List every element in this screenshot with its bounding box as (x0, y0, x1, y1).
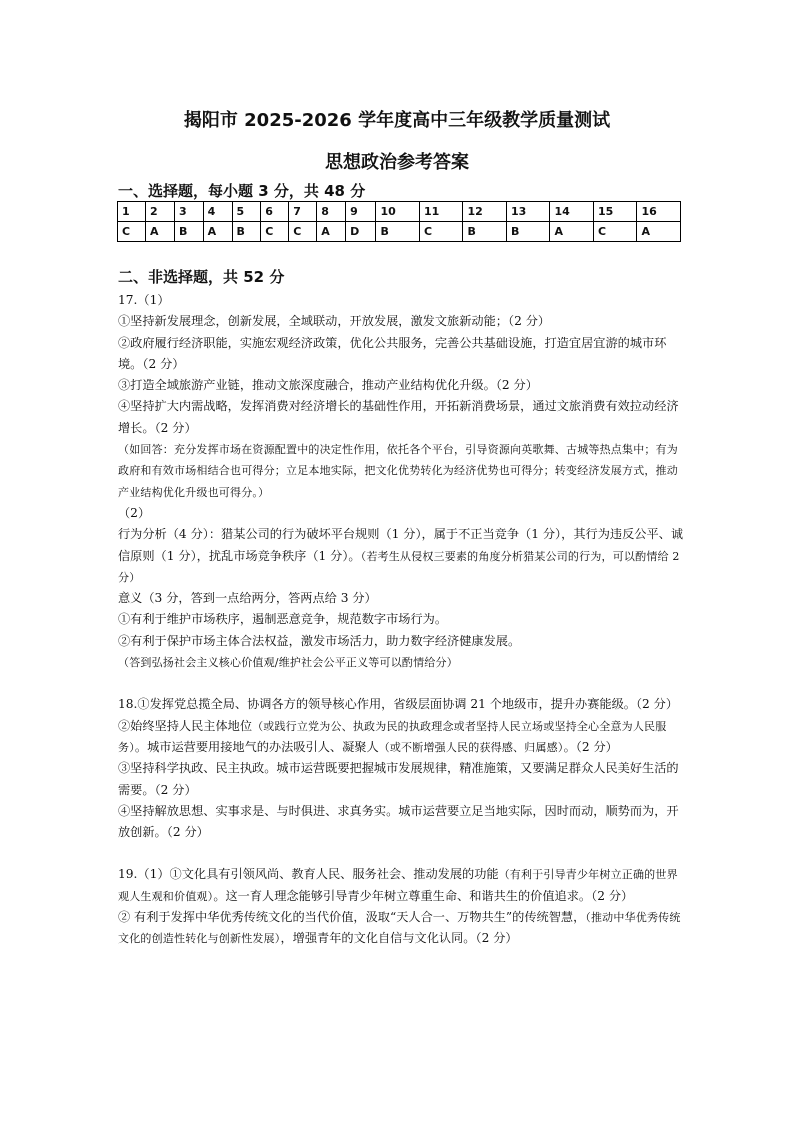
q17-part2-label: （2） (118, 505, 151, 520)
q17-behavior-analysis-text: 行为分析（4 分）：猎某公司的行为破坏平台规则（1 分），属于不正当竞争（1 分），其行为违反公平、诚信原则（1 分），扰乱市场竞争秩序（1 分）。 (118, 527, 684, 563)
q17-point-4: ④坚持扩大内需战略，发挥消费对经济增长的基础性作用，开拓新消费场景，通过文旅消费有效拉动经济增长。（2 分） (118, 399, 679, 435)
q19-point-2-text-b: ，增强青年的文化自信与文化认同。（2 分） (280, 931, 518, 946)
q17-label: 17.（1） (118, 293, 170, 307)
question-number-cell: 11 (419, 202, 463, 222)
q18-point-4: ④坚持解放思想、实事求是、与时俱进、求真务实。城市运营要立足当地实际，因时而动，顺势而为，开放创新。（2 分） (118, 803, 679, 840)
q17-significance-label: 意义（3 分，答到一点给两分，答两点给 3 分） (118, 591, 377, 606)
answer-cell: A (146, 222, 175, 242)
q19-point-2 (118, 907, 684, 950)
q18-point-2-text-c: 。（2 分） (563, 739, 618, 754)
question-number-cell: 1 (118, 202, 146, 222)
q19-point-1-text-a: 19.（1）①文化具有引领风尚、教育人民、服务社会、推动发展的功能 (118, 867, 499, 882)
question-number-cell: 6 (261, 202, 289, 222)
q17-behavior-analysis-note: （若考生从侵权三要素的角度分析猎某公司的行为，可以酌情给 2 分） (118, 549, 680, 584)
question-number-cell: 4 (203, 202, 232, 222)
question-number-cell: 8 (317, 202, 346, 222)
multiple-choice-answer-table (117, 201, 681, 242)
question-number-cell: 10 (376, 202, 420, 222)
section-1-heading: 一、选择题，每小题 3 分，共 48 分 (118, 182, 366, 200)
answer-cell: C (261, 222, 289, 242)
q19-point-2-note: （推动中华优秀传统文化的创造性转化与创新性发展） (118, 911, 681, 946)
answer-cell: A (203, 222, 232, 242)
answer-cell: B (232, 222, 261, 242)
q19-point-1-note: （有利于引导青少年树立正确的世界观人生观和价值观） (118, 868, 678, 903)
q19-point-1 (118, 864, 684, 907)
q17-significance-2: ②有利于保护市场主体合法权益，激发市场活力，助力数字经济健康发展。 (118, 633, 521, 648)
q18-point-2-note-a: （或践行立党为公、执政为民的执政理念或者坚持人民立场或坚持全心全意为人民服务） (118, 719, 667, 754)
q18-point-1: 18.①发挥党总揽全局、协调各方的领导核心作用，省级层面协调 21 个地级市，提升办赛能级。（2 分） (118, 697, 679, 712)
q17-significance-1: ①有利于维护市场秩序，遏制恶意竞争，规范数字市场行为。 (118, 612, 448, 627)
answer-cell: C (419, 222, 463, 242)
question-number-cell: 13 (506, 202, 550, 222)
q17-point-3: ③打造全域旅游产业链，推动文旅深度融合，推动产业结构优化升级。（2 分） (118, 378, 538, 393)
question-number-cell: 5 (232, 202, 261, 222)
answer-cell: A (317, 222, 346, 242)
q18-point-2-text-a: ②始终坚持人民主体地位 (118, 718, 253, 733)
question-number-cell: 3 (174, 202, 203, 222)
question-number-row (118, 202, 681, 222)
document-title: 揭阳市 2025-2026 学年度高中三年级教学质量测试 (183, 110, 611, 131)
answer-cell: B (376, 222, 420, 242)
q19-point-2-text-a: ② 有利于发挥中华优秀传统文化的当代价值，汲取“天人合一、万物共生”的传统智慧， (118, 910, 586, 925)
q17-point-2: ②政府履行经济职能，实施宏观经济政策，优化公共服务，完善公共基础设施，打造宜居宜游的城市环境。（2 分） (118, 335, 667, 371)
q17-grading-note-1: （如回答：充分发挥市场在资源配置中的决定性作用，依托各个平台，引导资源向英歌舞、古城等热点集中；有为政府和有效市场相结合也可得分；立足本地实际，把文化优势转化为经济优势也可得分；转变经济发展方式，推动产业结构优化升级也可得分。） (118, 443, 678, 499)
answer-cell: B (506, 222, 550, 242)
q17-point-1: ①坚持新发展理念，创新发展，全域联动，开放发展，激发文旅新动能；（2 分） (118, 314, 551, 329)
answer-cell: A (550, 222, 594, 242)
answer-cell: B (463, 222, 507, 242)
spacer (118, 843, 684, 864)
question-number-cell: 12 (463, 202, 507, 222)
question-number-cell: 2 (146, 202, 175, 222)
document-subtitle: 思想政治参考答案 (325, 152, 469, 173)
answer-body (118, 290, 684, 950)
question-number-cell: 16 (637, 202, 681, 222)
answer-cell: C (289, 222, 317, 242)
answer-cell: B (174, 222, 203, 242)
question-number-cell: 7 (289, 202, 317, 222)
section-2-heading: 二、非选择题，共 52 分 (118, 268, 285, 286)
answer-cell: A (637, 222, 681, 242)
answer-cell: C (593, 222, 637, 242)
question-number-cell: 9 (346, 202, 376, 222)
q17-behavior-analysis (118, 524, 684, 588)
answer-cell: D (346, 222, 376, 242)
answer-row (118, 222, 681, 242)
q18-point-3: ③坚持科学执政、民主执政。城市运营既要把握城市发展规律，精准施策，又要满足群众人民美好生活的需要。（2 分） (118, 761, 679, 797)
q18-point-2-text-b: 。城市运营要用接地气的办法吸引人、凝聚人 (134, 739, 379, 754)
q18-point-2-note-b: （或不断增强人民的获得感、归属感） (378, 740, 564, 754)
q17-grading-note-2: （答到弘扬社会主义核心价值观/维护社会公平正义等可以酌情给分） (118, 656, 458, 670)
q19-point-1-text-b: 。这一育人理念能够引导青少年树立尊重生命、和谐共生的价值追求。（2 分） (213, 888, 634, 903)
question-number-cell: 15 (593, 202, 637, 222)
spacer (118, 673, 684, 694)
answer-cell: C (118, 222, 146, 242)
q18-point-2 (118, 716, 684, 759)
question-number-cell: 14 (550, 202, 594, 222)
